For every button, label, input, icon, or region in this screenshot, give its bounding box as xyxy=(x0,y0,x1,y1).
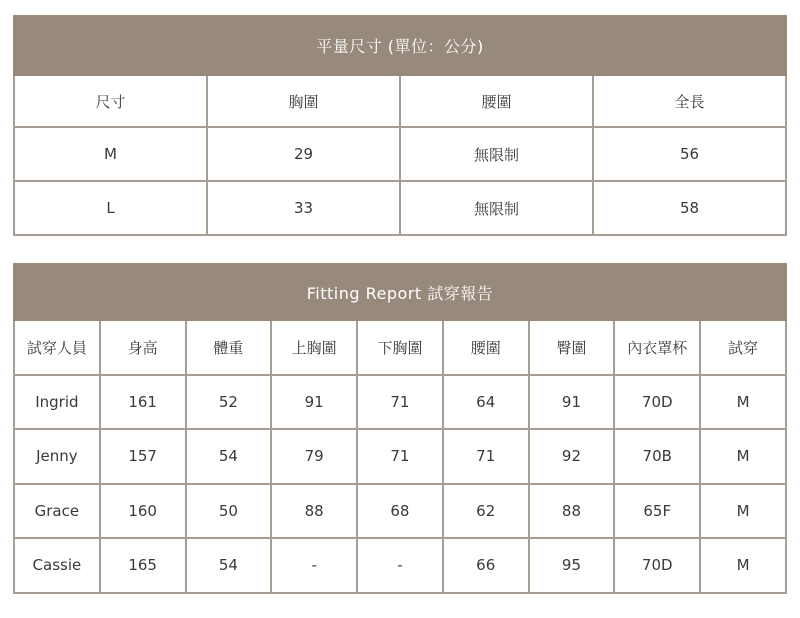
table-cell: 79 xyxy=(271,429,357,484)
table-cell: 66 xyxy=(443,538,529,593)
table-cell: M xyxy=(14,127,207,181)
table-cell: 92 xyxy=(529,429,615,484)
column-header: 試穿人員 xyxy=(14,320,100,375)
table-cell: 33 xyxy=(207,181,400,235)
table-cell: - xyxy=(271,538,357,593)
column-header: 腰圍 xyxy=(443,320,529,375)
table-cell: L xyxy=(14,181,207,235)
column-header: 下胸圍 xyxy=(357,320,443,375)
table-cell: 157 xyxy=(100,429,186,484)
table-cell: - xyxy=(357,538,443,593)
column-header: 內衣罩杯 xyxy=(614,320,700,375)
column-header: 全長 xyxy=(593,75,786,127)
table-cell: 91 xyxy=(271,375,357,430)
column-header: 試穿 xyxy=(700,320,786,375)
table-row xyxy=(14,429,786,484)
column-header: 腰圍 xyxy=(400,75,593,127)
table-cell: 70D xyxy=(614,375,700,430)
table-row xyxy=(14,127,786,181)
table-cell: Jenny xyxy=(14,429,100,484)
table-row xyxy=(14,375,786,430)
fitting-report-title: Fitting Report 試穿報告 xyxy=(14,264,786,320)
table-cell: M xyxy=(700,429,786,484)
size-table-header-row xyxy=(14,75,786,127)
table-cell: M xyxy=(700,375,786,430)
table-cell: 71 xyxy=(357,429,443,484)
column-header: 臀圍 xyxy=(529,320,615,375)
table-row xyxy=(14,181,786,235)
table-cell: 165 xyxy=(100,538,186,593)
table-cell: 65F xyxy=(614,484,700,539)
column-header: 體重 xyxy=(186,320,272,375)
table-cell: 71 xyxy=(357,375,443,430)
table-cell: 71 xyxy=(443,429,529,484)
table-cell: 50 xyxy=(186,484,272,539)
table-cell: 88 xyxy=(529,484,615,539)
column-header: 上胸圍 xyxy=(271,320,357,375)
table-cell: M xyxy=(700,484,786,539)
size-table-title: 平量尺寸 (單位：公分) xyxy=(14,16,786,75)
table-cell: 62 xyxy=(443,484,529,539)
table-cell: 70D xyxy=(614,538,700,593)
fitting-table-header-row xyxy=(14,320,786,375)
table-cell: 64 xyxy=(443,375,529,430)
table-cell: 95 xyxy=(529,538,615,593)
table-cell: 54 xyxy=(186,429,272,484)
table-cell: 91 xyxy=(529,375,615,430)
table-cell: 70B xyxy=(614,429,700,484)
table-cell: 無限制 xyxy=(400,181,593,235)
table-cell: 58 xyxy=(593,181,786,235)
table-cell: 52 xyxy=(186,375,272,430)
table-cell: 161 xyxy=(100,375,186,430)
table-cell: 29 xyxy=(207,127,400,181)
size-table xyxy=(13,15,787,236)
table-cell: Ingrid xyxy=(14,375,100,430)
column-header: 身高 xyxy=(100,320,186,375)
table-row xyxy=(14,484,786,539)
table-cell: M xyxy=(700,538,786,593)
fitting-report-table xyxy=(13,263,787,594)
table-cell: 54 xyxy=(186,538,272,593)
table-cell: Cassie xyxy=(14,538,100,593)
column-header: 尺寸 xyxy=(14,75,207,127)
table-cell: 88 xyxy=(271,484,357,539)
table-row xyxy=(14,538,786,593)
table-cell: 160 xyxy=(100,484,186,539)
column-header: 胸圍 xyxy=(207,75,400,127)
table-cell: 56 xyxy=(593,127,786,181)
table-cell: 無限制 xyxy=(400,127,593,181)
table-cell: 68 xyxy=(357,484,443,539)
table-cell: Grace xyxy=(14,484,100,539)
